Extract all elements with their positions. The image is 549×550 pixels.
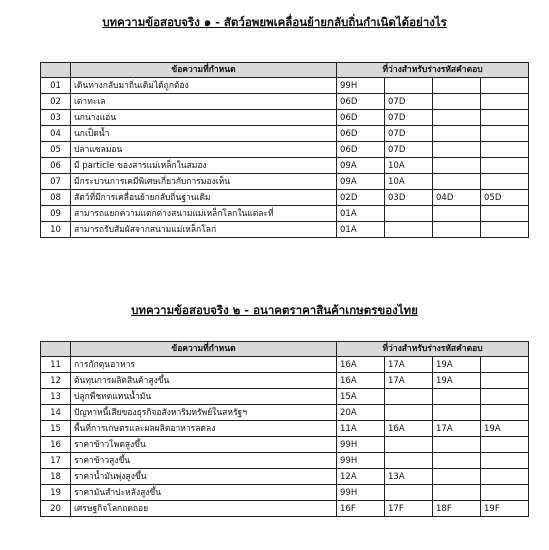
statement-text: ราคาน้ำมันพุ่งสูงขึ้น [71,469,337,485]
row-number: 03 [41,110,71,126]
answer-code-cell [481,373,529,389]
statement-text: พื้นที่การเกษตรและผลผลิตอาหารลดลง [71,421,337,437]
answer-code-cell [481,206,529,222]
table-row [41,357,529,373]
answer-code-cell [385,389,433,405]
statement-text: ราคาข้าวสูงขึ้น [71,453,337,469]
answer-code-cell [481,78,529,94]
answer-code-cell [481,485,529,501]
answer-code-cell: 10A [385,174,433,190]
statement-text: นกนางแอ่น [71,110,337,126]
answer-code-cell: 20A [337,405,385,421]
row-number: 18 [41,469,71,485]
answer-code-cell: 10A [385,158,433,174]
row-number: 07 [41,174,71,190]
answer-code-cell: 06D [337,94,385,110]
statement-text: มีกระบวนการเคมีพิเศษเกี่ยวกับการมองเห็น [71,174,337,190]
table-row [41,190,529,206]
header-number-cell [41,63,71,78]
answer-code-cell: 19F [481,501,529,517]
row-number: 09 [41,206,71,222]
answer-code-cell [481,437,529,453]
table-row [41,405,529,421]
answer-code-cell [433,206,481,222]
answer-code-cell [385,485,433,501]
answer-code-cell [433,437,481,453]
answer-code-cell [481,222,529,238]
answer-code-cell: 99H [337,437,385,453]
answer-code-cell: 02D [337,190,385,206]
row-number: 01 [41,78,71,94]
row-number: 08 [41,190,71,206]
answer-code-cell: 13A [385,469,433,485]
statement-text: มี particle ของสารแม่เหล็กในสมอง [71,158,337,174]
answer-code-cell: 11A [337,421,385,437]
answer-code-cell [385,453,433,469]
row-number: 06 [41,158,71,174]
row-number: 17 [41,453,71,469]
answer-code-cell [433,158,481,174]
header-number-cell [41,342,71,357]
answer-code-cell: 06D [337,142,385,158]
answer-code-cell [433,405,481,421]
answer-code-cell [385,222,433,238]
row-number: 10 [41,222,71,238]
answer-code-cell [481,357,529,373]
table-row [41,485,529,501]
answer-code-cell: 17F [385,501,433,517]
answer-code-cell: 01A [337,222,385,238]
answer-code-cell [481,158,529,174]
answer-code-cell [433,110,481,126]
table-row [41,222,529,238]
table-row [41,174,529,190]
answer-code-cell [433,222,481,238]
header-statement: ข้อความที่กำหนด [71,63,337,78]
table-row [41,389,529,405]
header-statement: ข้อความที่กำหนด [71,342,337,357]
answer-code-cell [481,94,529,110]
table-header-row [41,63,529,78]
table-row [41,437,529,453]
answer-code-cell: 01A [337,206,385,222]
header-answer-codes: ที่ว่างสำหรับร่างรหัสคำตอบ [337,342,529,357]
section-1-table [40,62,529,238]
answer-code-cell: 99H [337,453,385,469]
statement-text: ราคามันสำปะหลังสูงขึ้น [71,485,337,501]
table-header-row [41,342,529,357]
answer-code-cell [385,405,433,421]
row-number: 15 [41,421,71,437]
answer-code-cell [385,78,433,94]
row-number: 05 [41,142,71,158]
table-row [41,501,529,517]
answer-code-cell [433,469,481,485]
table-row [41,94,529,110]
section-2-table [40,341,529,517]
answer-code-cell [433,453,481,469]
table-row [41,126,529,142]
table-row [41,469,529,485]
answer-code-cell [433,174,481,190]
answer-code-cell [481,389,529,405]
answer-code-cell [481,453,529,469]
answer-code-cell [385,437,433,453]
table-row [41,373,529,389]
statement-text: นกเป็ดน้ำ [71,126,337,142]
answer-code-cell [433,94,481,110]
table-row [41,110,529,126]
table-row [41,453,529,469]
statement-text: การกักตุนอาหาร [71,357,337,373]
row-number: 16 [41,437,71,453]
row-number: 13 [41,389,71,405]
row-number: 14 [41,405,71,421]
answer-code-cell: 99H [337,485,385,501]
answer-code-cell: 09A [337,158,385,174]
answer-code-cell: 12A [337,469,385,485]
answer-code-cell [433,78,481,94]
statement-text: ปลูกพืชทดแทนน้ำมัน [71,389,337,405]
answer-code-cell: 05D [481,190,529,206]
answer-code-cell: 17A [433,421,481,437]
answer-code-cell: 18F [433,501,481,517]
statement-text: สามารถแยกความแตกต่างสนามแม่เหล็กโลกในแต่ละที่ [71,206,337,222]
answer-code-cell [481,174,529,190]
answer-code-cell: 16A [337,373,385,389]
answer-code-cell: 16A [337,357,385,373]
answer-code-cell [481,405,529,421]
answer-code-cell: 09A [337,174,385,190]
answer-code-cell: 17A [385,373,433,389]
section-2-title: บทความข้อสอบจริง ๒ - อนาคตราคาสินค้าเกษตรของไทย [131,303,418,317]
section-1-title: บทความข้อสอบจริง ๑ - สัตว์อพยพเคลื่อนย้ายกลับถิ่นกำเนิดได้อย่างไร [102,15,447,29]
statement-text: เดินทางกลับมาถิ่นเดิมได้ถูกต้อง [71,78,337,94]
answer-code-cell: 04D [433,190,481,206]
statement-text: เต่าทะเล [71,94,337,110]
answer-code-cell [481,469,529,485]
statement-text: สัตว์ที่มีการเคลื่อนย้ายกลับถิ่นฐานเดิม [71,190,337,206]
answer-code-cell: 15A [337,389,385,405]
row-number: 11 [41,357,71,373]
table-row [41,421,529,437]
answer-code-cell: 16F [337,501,385,517]
statement-text: สามารถรับสัมผัสจากสนามแม่เหล็กโลก [71,222,337,238]
answer-code-cell: 07D [385,126,433,142]
answer-code-cell: 99H [337,78,385,94]
statement-text: ต้นทุนการผลิตสินค้าสูงขึ้น [71,373,337,389]
answer-code-cell [481,126,529,142]
answer-code-cell [385,206,433,222]
statement-text: ปัญหาหนี้เสียของธุรกิจอสังหาริมทรัพย์ในสหรัฐฯ [71,405,337,421]
row-number: 19 [41,485,71,501]
table-row [41,206,529,222]
table-row [41,78,529,94]
answer-code-cell: 03D [385,190,433,206]
answer-code-cell: 06D [337,110,385,126]
answer-code-cell: 19A [481,421,529,437]
row-number: 12 [41,373,71,389]
answer-code-cell: 16A [385,421,433,437]
answer-code-cell [433,142,481,158]
row-number: 04 [41,126,71,142]
answer-code-cell [433,389,481,405]
answer-code-cell: 17A [385,357,433,373]
answer-code-cell: 07D [385,94,433,110]
answer-code-cell: 07D [385,110,433,126]
table-row [41,158,529,174]
statement-text: ปลาแซลมอน [71,142,337,158]
answer-code-cell [481,110,529,126]
header-answer-codes: ที่ว่างสำหรับร่างรหัสคำตอบ [337,63,529,78]
answer-code-cell: 19A [433,357,481,373]
answer-code-cell: 19A [433,373,481,389]
answer-code-cell [481,142,529,158]
statement-text: เศรษฐกิจโลกถดถอย [71,501,337,517]
answer-code-cell [433,485,481,501]
row-number: 20 [41,501,71,517]
answer-code-cell: 06D [337,126,385,142]
answer-code-cell: 07D [385,142,433,158]
statement-text: ราคาข้าวโพดสูงขึ้น [71,437,337,453]
row-number: 02 [41,94,71,110]
table-row [41,142,529,158]
answer-code-cell [433,126,481,142]
